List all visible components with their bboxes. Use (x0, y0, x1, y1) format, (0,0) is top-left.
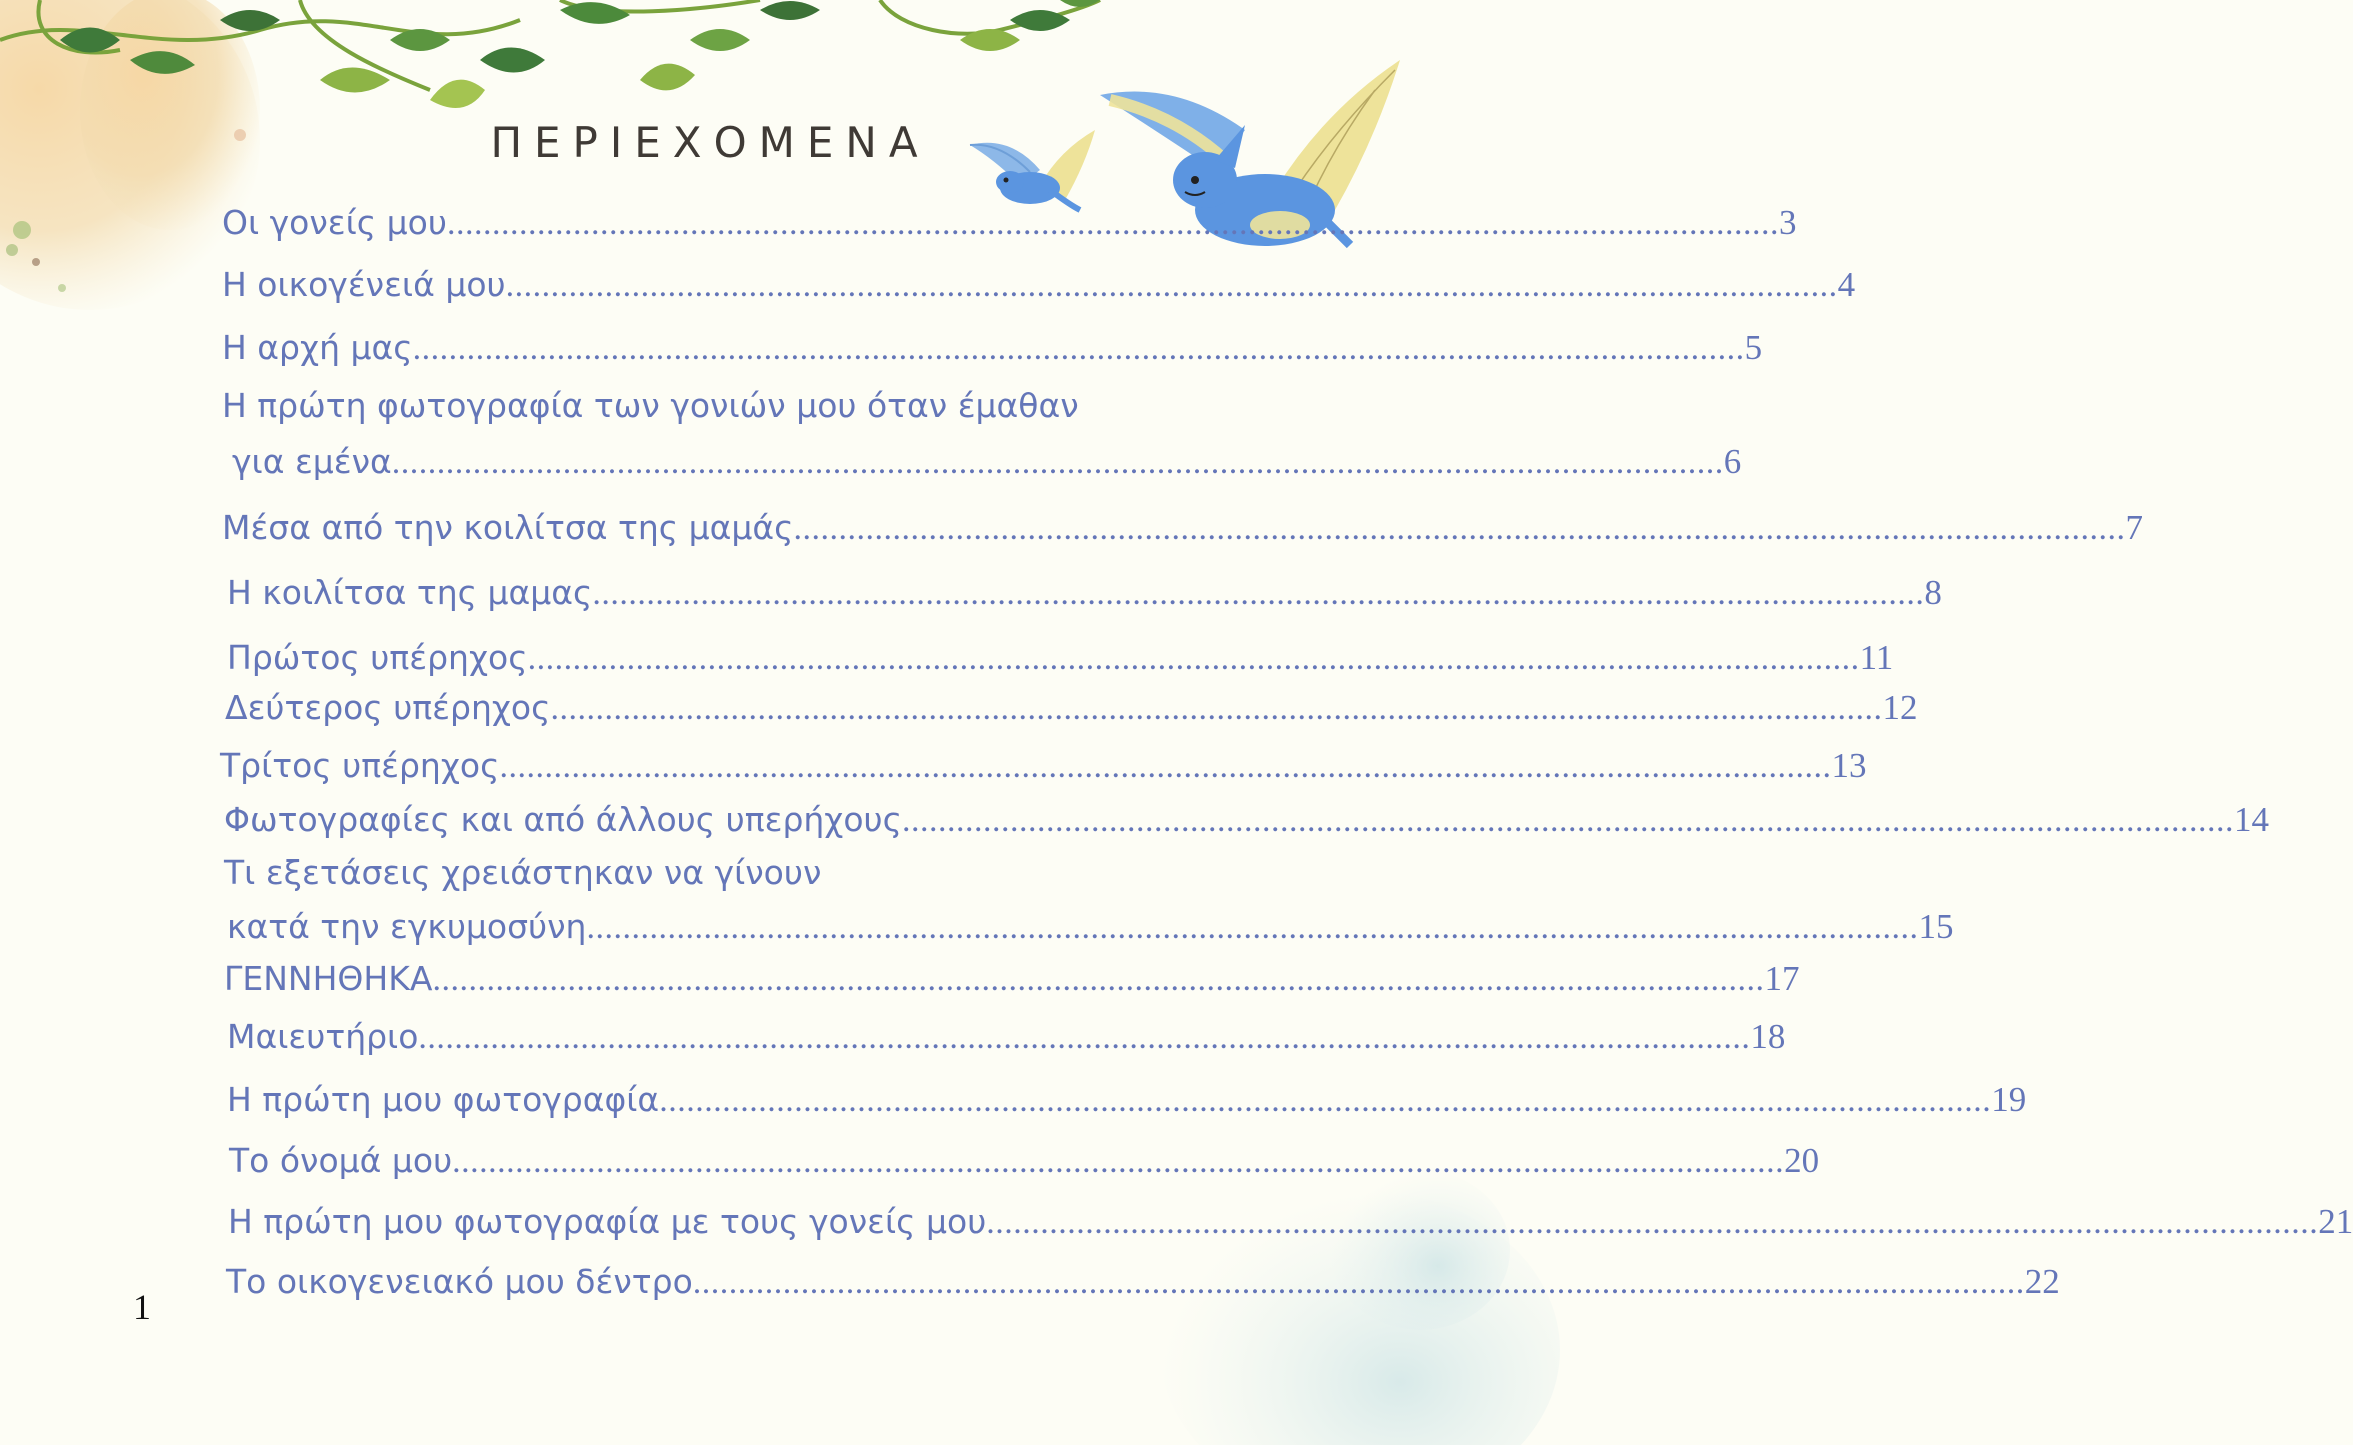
toc-entry-page: 5 (1744, 328, 1763, 367)
toc-entry-label: Η οικογένειά μου (222, 265, 506, 304)
toc-entry[interactable] (224, 800, 2270, 840)
toc-dot-leader: .................................................................................................................................................... (412, 330, 1745, 367)
toc-entry[interactable] (227, 1017, 1786, 1057)
toc-dot-leader: .................................................................................................................................................... (986, 1204, 2319, 1241)
toc-dot-leader: .................................................................................................................................................... (505, 267, 1838, 304)
toc-entry-page: 12 (1882, 688, 1918, 727)
toc-entry-page: 19 (1991, 1080, 2027, 1119)
toc-entry-page: 11 (1859, 638, 1894, 677)
toc-entry-label: Η κοιλίτσα της μαμας (227, 573, 593, 612)
toc-entry-page: 14 (2234, 800, 2270, 839)
toc-entry-label: ΓΕΝΝΗΘΗΚΑ (224, 959, 433, 998)
toc-entry[interactable] (227, 907, 1954, 947)
toc-dot-leader: .................................................................................................................................................... (418, 1019, 1751, 1056)
page-title: ΠΕΡΙΕΧΟΜΕΝΑ (490, 118, 930, 167)
toc-entry-label: Οι γονείς μου (222, 203, 447, 242)
toc-entry[interactable] (222, 508, 2144, 548)
page-number: 1 (133, 1287, 151, 1327)
toc-entry-label: κατά την εγκυμοσύνη (227, 907, 587, 946)
toc-entry-page: 7 (2125, 508, 2144, 547)
toc-entry-page: 8 (1924, 573, 1942, 612)
toc-entry[interactable] (220, 746, 1867, 786)
toc-dot-leader: .................................................................................................................................................... (446, 205, 1779, 242)
toc-entry-page: 13 (1831, 746, 1867, 785)
toc-dot-leader: .................................................................................................................................................... (793, 510, 2126, 547)
toc-entry-label: Δεύτερος υπέρηχος (225, 688, 551, 727)
toc-entry-label: για εμένα (232, 442, 392, 481)
toc-entry-label: Το οικογενειακό μου δέντρο (226, 1262, 693, 1301)
toc-entry-label: Η πρώτη μου φωτογραφία με τους γονείς μου (228, 1202, 987, 1241)
toc-entry-page: 20 (1784, 1141, 1820, 1180)
toc-dot-leader: .................................................................................................................................................... (499, 748, 1832, 785)
toc-entry-label: Πρώτος υπέρηχος (227, 638, 528, 677)
toc-entry-page: 17 (1764, 959, 1800, 998)
toc-dot-leader: .................................................................................................................................................... (586, 909, 1919, 946)
toc-entry[interactable] (227, 638, 1894, 678)
toc-entry-page: 4 (1837, 265, 1856, 304)
toc-dot-leader: .................................................................................................................................................... (550, 690, 1883, 727)
toc-entry-label: Η πρώτη μου φωτογραφία (227, 1080, 660, 1119)
toc-dot-leader: .................................................................................................................................................... (659, 1082, 1992, 1119)
toc-dot-leader: .................................................................................................................................................... (902, 802, 2235, 839)
toc-entry-label: Φωτογραφίες και από άλλους υπερήχους (224, 800, 903, 839)
toc-entry-label: Μέσα από την κοιλίτσα της μαμάς (222, 508, 794, 547)
toc-entry[interactable] (227, 573, 1942, 613)
toc-entry[interactable] (228, 1202, 2353, 1242)
toc-entry[interactable] (229, 1141, 1820, 1181)
toc-entry-page: 22 (2024, 1262, 2060, 1301)
toc-entry-label-line1: Τι εξετάσεις χρειάστηκαν να γίνουν (224, 853, 822, 892)
toc-entry[interactable] (224, 959, 1800, 999)
toc-entry-label-line1: Η πρώτη φωτογραφία των γονιών μου όταν έμαθαν (222, 386, 1079, 425)
toc-entry[interactable] (225, 688, 1918, 728)
toc-dot-leader: .................................................................................................................................................... (527, 640, 1860, 677)
toc-entry[interactable] (227, 1080, 2027, 1120)
toc-entry-label: Η αρχή μας (222, 328, 413, 367)
toc-entry-page: 15 (1918, 907, 1954, 946)
toc-entry[interactable] (222, 265, 1856, 305)
toc-entry-page: 21 (2318, 1202, 2353, 1241)
toc-entry[interactable] (226, 1262, 2060, 1302)
toc-dot-leader: .................................................................................................................................................... (692, 1264, 2025, 1301)
toc-entry-label: Μαιευτήριο (227, 1017, 419, 1056)
toc-entry-label: Το όνομά μου (229, 1141, 453, 1180)
toc-entry-page: 18 (1750, 1017, 1786, 1056)
toc-dot-leader: .................................................................................................................................................... (452, 1143, 1785, 1180)
toc-dot-leader: .................................................................................................................................................... (391, 444, 1724, 481)
toc-dot-leader: .................................................................................................................................................... (592, 575, 1925, 612)
toc-entry-label: Τρίτος υπέρηχος (220, 746, 500, 785)
toc-dot-leader: .................................................................................................................................................... (432, 961, 1765, 998)
toc-entry-page: 3 (1778, 203, 1797, 242)
toc-entry[interactable] (222, 203, 1797, 243)
toc-entry-page: 6 (1723, 442, 1742, 481)
toc-entry[interactable] (222, 328, 1763, 368)
toc-entry[interactable] (232, 442, 1742, 482)
